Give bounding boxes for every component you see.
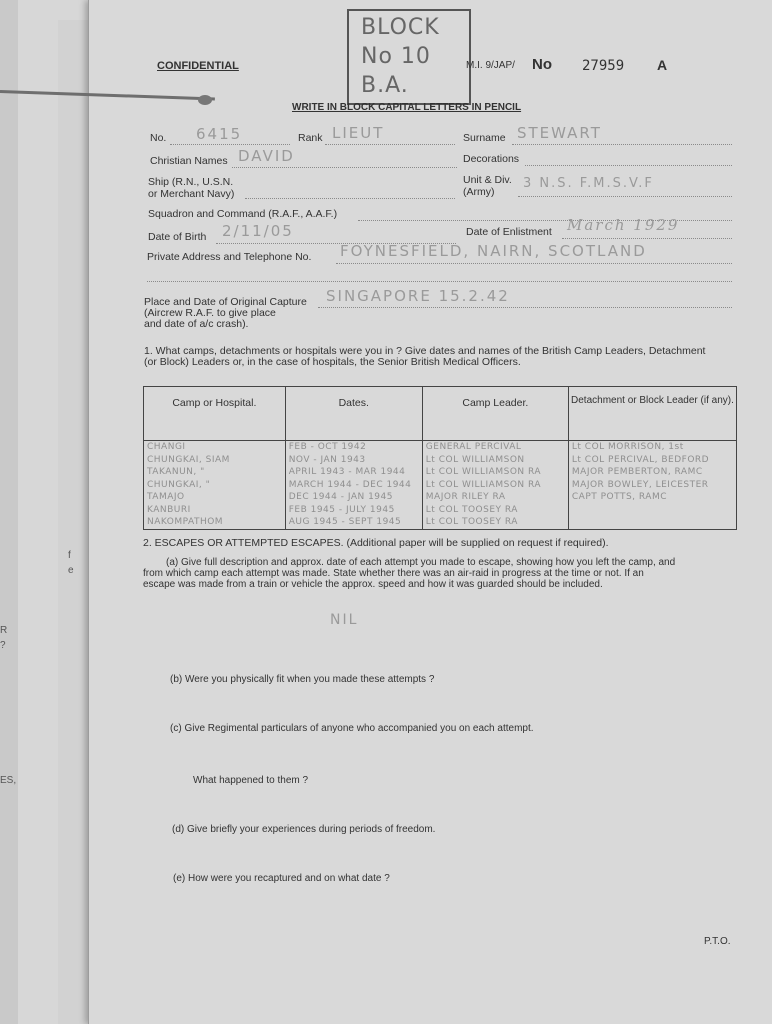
field-label: Date of Enlistment: [466, 226, 552, 238]
question-2-title: 2. ESCAPES OR ATTEMPTED ESCAPES. (Additional paper will be supplied on request if required).: [143, 537, 609, 549]
table-cell: Lt COL TOOSEY RA: [422, 504, 568, 517]
stamp-line: B.A.: [361, 73, 409, 98]
form-suffix: A: [657, 57, 668, 73]
instruction-heading: WRITE IN BLOCK CAPITAL LETTERS IN PENCIL: [292, 102, 522, 113]
question-2a-cont: from which camp each attempt was made. State whether there was an air-raid in progress at the time or not. If an: [143, 568, 644, 579]
table-cell: DEC 1944 - JAN 1945: [285, 491, 422, 504]
table-cell: Lt COL WILLIAMSON: [422, 454, 568, 467]
table-cell: FEB - OCT 1942: [285, 441, 422, 454]
column-header: Dates.: [285, 387, 422, 441]
question-2e: (e) How were you recaptured and on what date ?: [173, 873, 390, 884]
question-2c-followup: What happened to them ?: [193, 775, 309, 786]
camps-table: [143, 386, 737, 530]
table-cell: FEB 1945 - JULY 1945: [285, 504, 422, 517]
table-cell: AUG 1945 - SEPT 1945: [285, 516, 422, 529]
handwritten-surname: STEWART: [517, 124, 602, 142]
question-2a-cont: escape was made from a train or vehicle the approx. speed and how it was guarded should be included.: [143, 579, 603, 590]
question-2b: (b) Were you physically fit when you made these attempts ?: [170, 674, 435, 685]
question-2d: (d) Give briefly your experiences during periods of freedom.: [172, 824, 436, 835]
table-cell: Lt COL WILLIAMSON RA: [422, 466, 568, 479]
table-cell: Lt COL MORRISON, 1st: [568, 441, 736, 454]
table-cell: MAJOR PEMBERTON, RAMC: [568, 466, 736, 479]
field-label: Squadron and Command (R.A.F., A.A.F.): [148, 208, 338, 220]
reference-code: M.I. 9/JAP/: [466, 60, 515, 71]
handwritten-dob: 2/11/05: [222, 222, 294, 240]
edge-fragment: ES,: [0, 775, 17, 786]
edge-fragment: f: [68, 550, 71, 561]
string-knot: [198, 95, 212, 105]
table-cell: GENERAL PERCIVAL: [422, 441, 568, 454]
field-label: Surname: [463, 132, 506, 144]
handwritten-answer: NIL: [330, 612, 359, 628]
handwritten-enlistment: March 1929: [567, 216, 680, 234]
question-1-cont: (or Block) Leaders or, in the case of hospitals, the Senior British Medical Officers.: [144, 356, 521, 368]
table-cell: CHUNGKAI, SIAM: [144, 454, 286, 467]
field-label: Unit & Div.: [463, 174, 512, 186]
pto-label: P.T.O.: [704, 936, 731, 947]
table-cell: Lt COL WILLIAMSON RA: [422, 479, 568, 492]
field-label: Christian Names: [150, 155, 228, 167]
field-label: and date of a/c crash).: [144, 318, 249, 330]
field-label: (Army): [463, 186, 495, 198]
table-cell: KANBURI: [144, 504, 286, 517]
block-stamp: [347, 9, 471, 105]
table-row: [144, 441, 737, 454]
number-label: No: [532, 56, 552, 73]
field-label: Private Address and Telephone No.: [147, 251, 312, 263]
table-cell: MAJOR BOWLEY, LEICESTER: [568, 479, 736, 492]
table-cell: [568, 504, 736, 517]
question-2a: (a) Give full description and approx. date of each attempt you made to escape, showing how you left the camp, and: [166, 557, 676, 568]
table-row: [144, 466, 737, 479]
field-label: No.: [150, 132, 167, 144]
table-cell: TAMAJO: [144, 491, 286, 504]
table-cell: Lt COL TOOSEY RA: [422, 516, 568, 529]
table-cell: CHANGI: [144, 441, 286, 454]
table-cell: CAPT POTTS, RAMC: [568, 491, 736, 504]
column-header: Camp or Hospital.: [144, 387, 286, 441]
table-cell: Lt COL PERCIVAL, BEDFORD: [568, 454, 736, 467]
form-number: 27959: [582, 58, 625, 74]
field-label: Date of Birth: [148, 231, 207, 243]
question-1: 1. What camps, detachments or hospitals were you in ? Give dates and names of the British Camp Leaders, Detachment: [144, 345, 706, 357]
table-row: [144, 516, 737, 529]
table-cell: NAKOMPATHOM: [144, 516, 286, 529]
stamp-line: No 10: [361, 44, 431, 69]
handwritten-rank: LIEUT: [332, 124, 385, 142]
handwritten-address: FOYNESFIELD, NAIRN, SCOTLAND: [340, 242, 647, 260]
table-row: [144, 454, 737, 467]
edge-fragment: ?: [0, 640, 6, 651]
table-row: [144, 504, 737, 517]
table-row: [144, 479, 737, 492]
field-label: Decorations: [463, 153, 520, 165]
edge-fragment: R: [0, 625, 8, 636]
table-cell: [568, 516, 736, 529]
handwritten-christian-names: DAVID: [238, 147, 295, 165]
field-label: Rank: [298, 132, 323, 144]
field-label: Ship (R.N., U.S.N.: [148, 176, 234, 188]
field-label: Place and Date of Original Capture: [144, 296, 307, 308]
table-cell: MARCH 1944 - DEC 1944: [285, 479, 422, 492]
table-cell: CHUNGKAI, ": [144, 479, 286, 492]
table-cell: NOV - JAN 1943: [285, 454, 422, 467]
field-label: (Aircrew R.A.F. to give place: [144, 307, 276, 319]
field-label: or Merchant Navy): [148, 188, 235, 200]
column-header: Camp Leader.: [422, 387, 568, 441]
edge-fragment: e: [68, 565, 74, 576]
column-header: Detachment or Block Leader (if any).: [568, 387, 736, 441]
table-row: [144, 491, 737, 504]
handwritten-no: 6415: [196, 125, 243, 143]
table-cell: TAKANUN, ": [144, 466, 286, 479]
handwritten-unit: 3 N.S. F.M.S.V.F: [523, 176, 654, 191]
question-2c: (c) Give Regimental particulars of anyone who accompanied you on each attempt.: [170, 723, 534, 734]
confidential-label: CONFIDENTIAL: [157, 60, 239, 72]
table-cell: MAJOR RILEY RA: [422, 491, 568, 504]
table-cell: APRIL 1943 - MAR 1944: [285, 466, 422, 479]
handwritten-capture: SINGAPORE 15.2.42: [326, 287, 510, 305]
stamp-line: BLOCK: [361, 15, 440, 40]
